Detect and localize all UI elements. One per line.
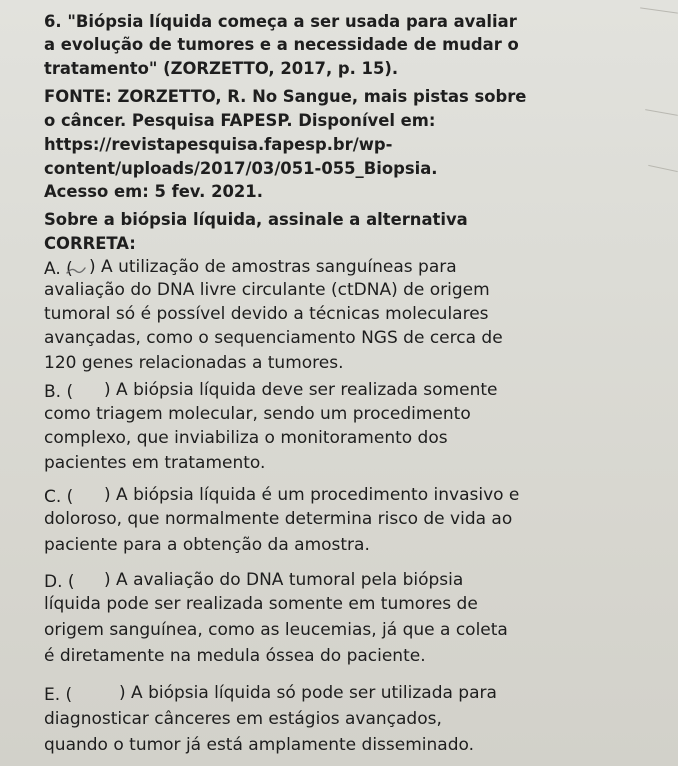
- option-e-line-1: ) A biópsia líquida só pode ser utilizada para: [119, 683, 497, 703]
- option-b-line-4: pacientes em tratamento.: [44, 453, 266, 473]
- option-d-line-3: origem sanguínea, como as leucemias, já que a coleta: [44, 620, 508, 640]
- page-edge-mark: [645, 109, 678, 116]
- instruction-line-1: Sobre a biópsia líquida, assinale a alternativa: [44, 210, 468, 229]
- source-line-2: o câncer. Pesquisa FAPESP. Disponível em:: [44, 111, 436, 130]
- option-a-line-4: avançadas, como o sequenciamento NGS de cerca de: [44, 328, 503, 348]
- source-line-1: FONTE: ZORZETTO, R. No Sangue, mais pistas sobre: [44, 87, 527, 106]
- option-d-line-2: líquida pode ser realizada somente em tumores de: [44, 594, 478, 614]
- option-a-line-2: avaliação do DNA livre circulante (ctDNA) de origem: [44, 280, 490, 300]
- instruction-line-2: CORRETA:: [44, 234, 136, 253]
- option-c-line-1: ) A biópsia líquida é um procedimento invasivo e: [104, 485, 520, 505]
- option-c-letter: C. (: [44, 487, 74, 507]
- question-line-1: 6. "Biópsia líquida começa a ser usada para avaliar: [44, 12, 517, 31]
- option-b-line-3: complexo, que inviabiliza o monitoramento dos: [44, 428, 448, 448]
- option-a-letter: A. (: [44, 259, 73, 279]
- option-c-line-3: paciente para a obtenção da amostra.: [44, 535, 370, 555]
- option-b-letter: B. (: [44, 382, 74, 402]
- page-edge-mark: [648, 165, 678, 172]
- option-c-line-2: doloroso, que normalmente determina risco de vida ao: [44, 509, 513, 529]
- option-a-line-1: ) A utilização de amostras sanguíneas para: [89, 257, 457, 277]
- option-a-line-5: 120 genes relacionadas a tumores.: [44, 353, 344, 373]
- question-line-3: tratamento" (ZORZETTO, 2017, p. 15).: [44, 59, 399, 78]
- option-a-line-3: tumoral só é possível devido a técnicas moleculares: [44, 304, 489, 324]
- option-d-letter: D. (: [44, 572, 75, 592]
- option-b-line-1: ) A biópsia líquida deve ser realizada somente: [104, 380, 498, 400]
- option-d-line-4: é diretamente na medula óssea do paciente.: [44, 646, 426, 666]
- source-url-line-2: content/uploads/2017/03/051-055_Biopsia.: [44, 159, 438, 178]
- option-b-line-2: como triagem molecular, sendo um procedimento: [44, 404, 471, 424]
- source-url-line-1: https://revistapesquisa.fapesp.br/wp-: [44, 135, 393, 154]
- option-e-letter: E. (: [44, 685, 73, 705]
- page-edge-mark: [640, 7, 678, 13]
- pencil-check-mark-icon: [65, 265, 87, 279]
- option-d-line-1: ) A avaliação do DNA tumoral pela biópsia: [104, 570, 464, 590]
- access-date: Acesso em: 5 fev. 2021.: [44, 182, 263, 201]
- option-e-line-3: quando o tumor já está amplamente disseminado.: [44, 735, 474, 755]
- option-e-line-2: diagnosticar cânceres em estágios avançados,: [44, 709, 442, 729]
- question-line-2: a evolução de tumores e a necessidade de mudar o: [44, 35, 519, 54]
